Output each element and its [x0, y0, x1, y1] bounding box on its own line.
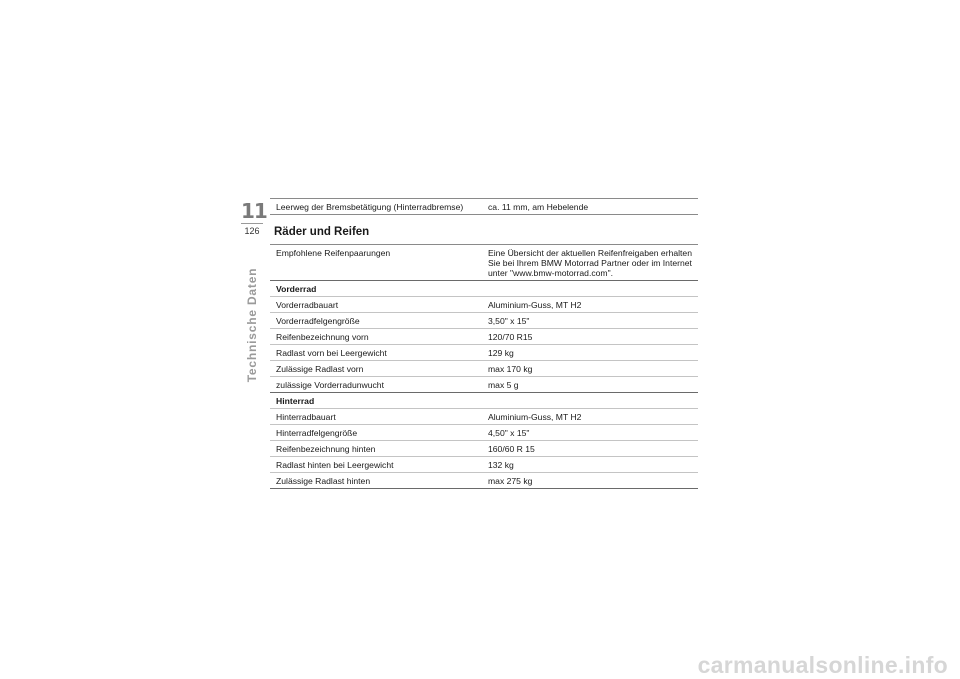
spec-value: 129 kg	[488, 348, 514, 358]
tyre-pairings-row	[270, 245, 698, 281]
chapter-side-title: Technische Daten	[245, 267, 259, 383]
spec-label: Vorderradfelgengröße	[276, 316, 360, 326]
table-row	[270, 441, 698, 457]
spec-content	[270, 198, 698, 489]
table-row	[270, 409, 698, 425]
spec-label: Hinterradfelgengröße	[276, 428, 358, 438]
table-row	[270, 425, 698, 441]
table-row	[270, 377, 698, 393]
brake-travel-row	[270, 198, 698, 215]
spec-label: Empfohlene Reifenpaarungen	[276, 248, 391, 258]
spec-label: Zulässige Radlast vorn	[276, 364, 364, 374]
rear-wheel-group	[270, 393, 698, 489]
spec-value: Aluminium-Guss, MT H2	[488, 300, 582, 310]
spec-value: max 275 kg	[488, 476, 533, 486]
spec-value: max 170 kg	[488, 364, 533, 374]
spec-value: Aluminium-Guss, MT H2	[488, 412, 582, 422]
spec-label: Radlast vorn bei Leergewicht	[276, 348, 387, 358]
front-wheel-group	[270, 281, 698, 393]
spec-label: Reifenbezeichnung vorn	[276, 332, 369, 342]
spec-value: ca. 11 mm, am Hebelende	[488, 202, 589, 212]
spec-label: Hinterradbauart	[276, 412, 336, 422]
spec-value: 120/70 R15	[488, 332, 533, 342]
spec-label: Vorderradbauart	[276, 300, 339, 310]
table-row	[270, 297, 698, 313]
spec-value: 160/60 R 15	[488, 444, 535, 454]
section-title: Räder und Reifen	[274, 226, 370, 238]
spec-value: 3,50" x 15"	[488, 316, 530, 326]
spec-value: Eine Übersicht der aktuellen Reifenfreigaben erhalten Sie bei Ihrem BMW Motorrad Partner oder im Internet unter "www.bmw-motorrad.com".	[488, 248, 692, 278]
wheels-tyres-table	[270, 244, 698, 489]
table-row	[270, 329, 698, 345]
watermark-text: carmanualsonline.info	[697, 652, 948, 678]
table-row	[270, 457, 698, 473]
spec-label: Reifenbezeichnung hinten	[276, 444, 376, 454]
group-title-rear: Hinterrad	[270, 393, 698, 409]
spec-label: zulässige Vorderradunwucht	[276, 380, 384, 390]
table-row	[270, 361, 698, 377]
spec-label: Radlast hinten bei Leergewicht	[276, 460, 394, 470]
spec-value: max 5 g	[488, 380, 519, 390]
spec-value: 132 kg	[488, 460, 514, 470]
table-row	[270, 473, 698, 489]
spec-value: 4,50" x 15"	[488, 428, 530, 438]
table-row	[270, 313, 698, 329]
chapter-divider	[241, 223, 263, 224]
page-number: 126	[244, 226, 260, 236]
chapter-number: 11	[241, 199, 267, 223]
spec-label: Leerweg der Bremsbetätigung (Hinterradbremse)	[276, 202, 464, 212]
group-title-front: Vorderrad	[270, 281, 698, 297]
table-row	[270, 345, 698, 361]
spec-label: Zulässige Radlast hinten	[276, 476, 371, 486]
chapter-tab	[241, 199, 267, 237]
